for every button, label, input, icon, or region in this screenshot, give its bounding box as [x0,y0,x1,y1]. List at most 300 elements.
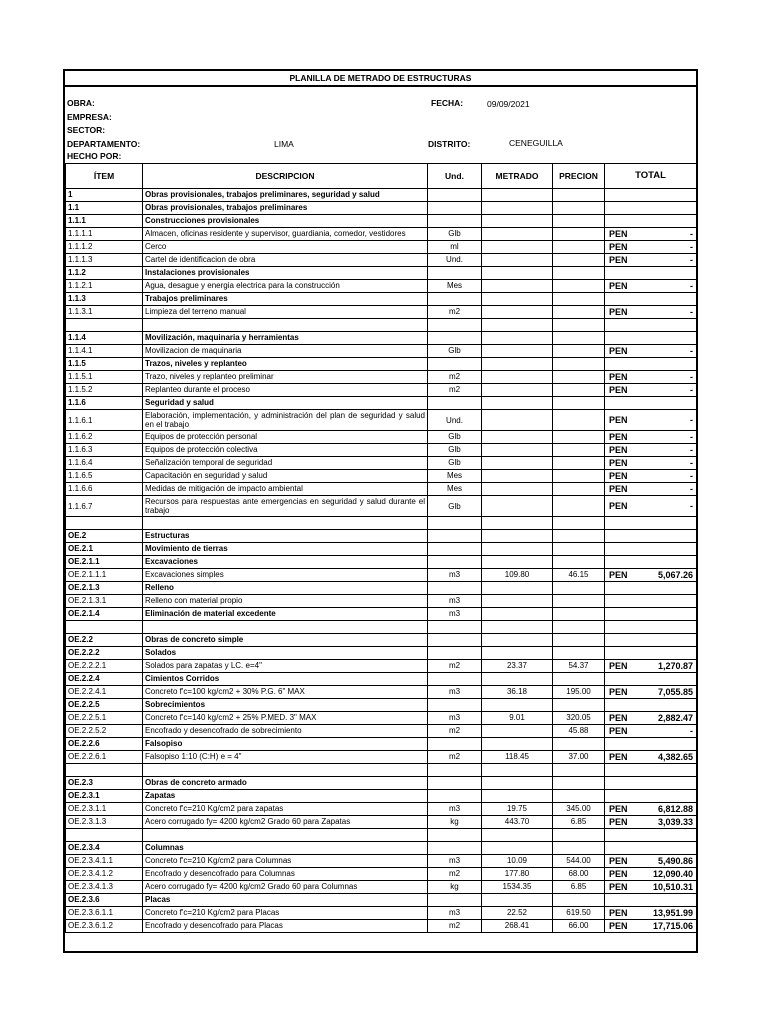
table-row [66,371,697,384]
table-row [66,267,697,280]
cell-precio [553,189,605,202]
cell-descripcion [143,764,428,777]
total-amount: - [690,445,693,455]
cell-precio [553,202,605,215]
cell-descripcion: Almacen, oficinas residente y supervisor, guardiania, comedor, vestidores [143,228,428,241]
currency-label: PEN [609,882,628,892]
cell-precio [553,530,605,543]
cell-precio: 6.85 [553,816,605,829]
total-amount: - [690,242,693,252]
cell-item: OE.2.2.4.1 [66,686,143,699]
cell-precio [553,457,605,470]
currency-label: PEN [609,856,628,866]
cell-und: m3 [428,569,482,582]
total-amount: - [690,484,693,494]
cell-descripcion [143,621,428,634]
cell-und: Mes [428,483,482,496]
total-amount: - [690,471,693,481]
cell-item [66,517,143,530]
cell-total [605,254,697,267]
table-row [66,384,697,397]
total-amount: 12,090.40 [652,869,693,879]
currency-label: PEN [609,908,628,918]
cell-precio [553,777,605,790]
cell-item: 1.1.6.4 [66,457,143,470]
currency-label: PEN [609,817,628,827]
cell-descripcion: Replanteo durante el proceso [143,384,428,397]
table-row [66,660,697,673]
cell-metrado [482,444,553,457]
cell-item: 1.1.1.2 [66,241,143,254]
cell-und: m3 [428,595,482,608]
cell-metrado [482,410,553,431]
obra-label: OBRA: [67,98,95,108]
cell-metrado [482,358,553,371]
total-amount: - [690,346,693,356]
cell-precio: 37.00 [553,751,605,764]
cell-total [605,764,697,777]
table-row [66,530,697,543]
cell-metrado [482,332,553,345]
cell-descripcion: Recursos para respuestas ante emergencias en seguridad y salud durante el trabajo [143,496,428,517]
cell-descripcion: Estructuras [143,530,428,543]
cell-metrado [482,777,553,790]
cell-item: 1.1.6.1 [66,410,143,431]
cell-und: m3 [428,855,482,868]
cell-total [605,673,697,686]
cell-total [605,595,697,608]
cell-metrado [482,621,553,634]
total-amount: - [690,432,693,442]
cell-item: 1.1.4 [66,332,143,345]
cell-descripcion: Equipos de protección personal [143,431,428,444]
cell-total [605,345,697,358]
cell-total [605,444,697,457]
cell-metrado [482,556,553,569]
table-row [66,842,697,855]
cell-total [605,855,697,868]
cell-metrado: 36.18 [482,686,553,699]
table-row [66,457,697,470]
cell-precio: 54.37 [553,660,605,673]
currency-label: PEN [609,570,628,580]
currency-label: PEN [609,471,628,481]
total-amount: - [690,385,693,395]
cell-und [428,738,482,751]
currency-label: PEN [609,229,628,239]
cell-und [428,582,482,595]
cell-und [428,319,482,332]
table-row [66,699,697,712]
cell-metrado [482,241,553,254]
cell-descripcion: Elaboración, implementación, y administración del plan de seguridad y salud en el trabajo [143,410,428,431]
table-row [66,431,697,444]
cell-metrado [482,543,553,556]
cell-total [605,582,697,595]
cell-precio [553,764,605,777]
cell-precio [553,483,605,496]
cell-und [428,358,482,371]
table-row [66,777,697,790]
total-amount: - [690,307,693,317]
cell-descripcion: Falsopiso 1:10 (C:H) e = 4" [143,751,428,764]
cell-total [605,496,697,517]
cell-total [605,319,697,332]
cell-und [428,829,482,842]
cell-total [605,410,697,431]
cell-precio [553,319,605,332]
cell-descripcion: Zapatas [143,790,428,803]
currency-label: PEN [609,281,628,291]
cell-descripcion: Medidas de mitigación de impacto ambiental [143,483,428,496]
cell-und: Glb [428,457,482,470]
cell-precio: 6.85 [553,881,605,894]
cell-metrado [482,764,553,777]
cell-item: 1.1 [66,202,143,215]
metrado-sheet [63,69,698,953]
cell-precio: 320.05 [553,712,605,725]
cell-und: Mes [428,470,482,483]
cell-metrado: 10.09 [482,855,553,868]
cell-metrado [482,267,553,280]
cell-precio [553,543,605,556]
cell-total [605,215,697,228]
cell-metrado: 22.52 [482,907,553,920]
cell-precio [553,293,605,306]
cell-metrado [482,738,553,751]
cell-item: OE.2.1.1.1 [66,569,143,582]
cell-metrado [482,202,553,215]
empresa-label: EMPRESA: [67,112,112,122]
cell-descripcion: Excavaciones simples [143,569,428,582]
table-row [66,673,697,686]
cell-descripcion: Encofrado y desencofrado de sobrecimiento [143,725,428,738]
cell-item: OE.2.2.6.1 [66,751,143,764]
cell-descripcion: Capacitación en seguridad y salud [143,470,428,483]
cell-item: OE.2.3.4.1.3 [66,881,143,894]
cell-item: 1.1.3 [66,293,143,306]
cell-precio [553,267,605,280]
cell-item: 1.1.2.1 [66,280,143,293]
cell-und: m2 [428,660,482,673]
cell-item: 1.1.2 [66,267,143,280]
cell-total [605,686,697,699]
cell-metrado [482,228,553,241]
total-amount: - [690,281,693,291]
cell-total [605,332,697,345]
cell-descripcion [143,517,428,530]
cell-precio: 544.00 [553,855,605,868]
table-row [66,345,697,358]
cell-und [428,556,482,569]
cell-metrado [482,647,553,660]
cell-total [605,621,697,634]
cell-descripcion: Movimiento de tierras [143,543,428,556]
cell-precio [553,842,605,855]
cell-item: OE.2.3.6 [66,894,143,907]
cell-total [605,280,697,293]
cell-total [605,907,697,920]
cell-descripcion: Concreto f'c=140 kg/cm2 + 25% P.MED. 3" MAX [143,712,428,725]
cell-und: Glb [428,228,482,241]
table-row [66,621,697,634]
table-row [66,686,697,699]
table-row [66,868,697,881]
cell-descripcion: Cerco [143,241,428,254]
cell-metrado [482,371,553,384]
cell-item: OE.2.2.6 [66,738,143,751]
cell-precio [553,371,605,384]
cell-metrado [482,254,553,267]
currency-label: PEN [609,869,628,879]
cell-descripcion: Seguridad y salud [143,397,428,410]
cell-item: 1.1.6.6 [66,483,143,496]
table-row [66,306,697,319]
table-row [66,725,697,738]
table-row [66,764,697,777]
cell-metrado [482,483,553,496]
cell-item: OE.2.3.1.3 [66,816,143,829]
cell-descripcion: Trazos, niveles y replanteo [143,358,428,371]
table-row [66,647,697,660]
table-row [66,595,697,608]
cell-metrado [482,829,553,842]
cell-metrado [482,215,553,228]
currency-label: PEN [609,242,628,252]
cell-total [605,241,697,254]
cell-descripcion: Trabajos preliminares [143,293,428,306]
cell-und: kg [428,816,482,829]
cell-item: OE.2.3.6.1.2 [66,920,143,933]
total-amount: 2,882.47 [657,713,693,723]
cell-precio [553,496,605,517]
table-row [66,803,697,816]
cell-und: m2 [428,920,482,933]
cell-item [66,764,143,777]
cell-item: 1.1.3.1 [66,306,143,319]
cell-total [605,306,697,319]
table-row [66,358,697,371]
cell-item: 1.1.6.5 [66,470,143,483]
cell-und: Glb [428,496,482,517]
cell-metrado [482,496,553,517]
cell-und: m3 [428,803,482,816]
departamento-label: DEPARTAMENTO: [67,139,141,149]
table-row [66,829,697,842]
col-header-total: TOTAL [605,164,697,189]
cell-item: OE.2.1 [66,543,143,556]
cell-precio [553,582,605,595]
sector-label: SECTOR: [67,125,106,135]
cell-total [605,371,697,384]
cell-item: 1.1.6.3 [66,444,143,457]
cell-descripcion: Falsopiso [143,738,428,751]
cell-item: OE.2.2.5.2 [66,725,143,738]
cell-item: 1 [66,189,143,202]
cell-metrado [482,725,553,738]
fecha-value: 09/09/2021 [487,99,530,109]
cell-metrado [482,470,553,483]
cell-metrado: 1534.35 [482,881,553,894]
cell-precio [553,647,605,660]
table-row [66,582,697,595]
cell-precio [553,556,605,569]
cell-und [428,673,482,686]
total-amount: 5,490.86 [657,856,693,866]
total-amount: - [690,458,693,468]
cell-precio [553,228,605,241]
cell-item: OE.2.3.1.1 [66,803,143,816]
total-amount: 7,055.85 [657,687,693,697]
table-row [66,254,697,267]
cell-item: 1.1.1 [66,215,143,228]
cell-metrado [482,595,553,608]
cell-descripcion: Obras provisionales, trabajos preliminares [143,202,428,215]
cell-metrado [482,189,553,202]
cell-total [605,470,697,483]
cell-und [428,530,482,543]
fecha-label: FECHA: [431,98,464,108]
cell-item: OE.2.3.4 [66,842,143,855]
table-row [66,241,697,254]
table-row [66,738,697,751]
cell-und: m2 [428,371,482,384]
cell-und: ml [428,241,482,254]
total-amount: 5,067.26 [657,570,693,580]
cell-descripcion: Movilización, maquinaria y herramientas [143,332,428,345]
hecho-por-label: HECHO POR: [67,151,122,161]
total-amount: - [690,229,693,239]
cell-und [428,189,482,202]
cell-total [605,738,697,751]
cell-total [605,358,697,371]
total-amount: - [690,255,693,265]
cell-metrado [482,431,553,444]
cell-precio [553,894,605,907]
cell-total [605,829,697,842]
cell-total [605,777,697,790]
cell-metrado [482,608,553,621]
cell-item: OE.2 [66,530,143,543]
cell-item: OE.2.3.4.1.2 [66,868,143,881]
cell-descripcion: Concreto f'c=210 Kg/cm2 para Columnas [143,855,428,868]
cell-descripcion: Encofrado y desencofrado para Placas [143,920,428,933]
cell-descripcion: Equipos de protección colectiva [143,444,428,457]
table-row [66,215,697,228]
cell-descripcion: Obras de concreto simple [143,634,428,647]
cell-total [605,431,697,444]
cell-und: Und. [428,254,482,267]
cell-total [605,608,697,621]
table-row [66,483,697,496]
cell-item [66,829,143,842]
table-row [66,894,697,907]
table-row [66,319,697,332]
cell-total [605,660,697,673]
cell-metrado [482,894,553,907]
cell-descripcion: Solados [143,647,428,660]
cell-und [428,293,482,306]
cell-total [605,842,697,855]
total-amount: 4,382.65 [657,752,693,762]
cell-und [428,699,482,712]
cell-und: Glb [428,444,482,457]
cell-descripcion: Placas [143,894,428,907]
cell-total [605,556,697,569]
cell-precio [553,431,605,444]
cell-metrado [482,306,553,319]
cell-precio [553,215,605,228]
cell-total [605,881,697,894]
cell-und: Und. [428,410,482,431]
table-body [66,189,697,933]
cell-und [428,842,482,855]
cell-descripcion: Obras provisionales, trabajos preliminares, seguridad y salud [143,189,428,202]
col-header-und: Und. [428,164,482,189]
currency-label: PEN [609,414,628,425]
cell-total [605,267,697,280]
cell-precio [553,829,605,842]
cell-precio: 345.00 [553,803,605,816]
cell-descripcion: Acero corrugado fy= 4200 kg/cm2 Grado 60 para Zapatas [143,816,428,829]
cell-descripcion: Sobrecimientos [143,699,428,712]
sheet-title: PLANILLA DE METRADO DE ESTRUCTURAS [65,71,696,87]
cell-precio: 66.00 [553,920,605,933]
table-row [66,751,697,764]
cell-total [605,634,697,647]
cell-descripcion: Agua, desague y energia electrica para la construcción [143,280,428,293]
table-row [66,608,697,621]
table-row [66,293,697,306]
table-row [66,280,697,293]
cell-item: OE.2.2.4 [66,673,143,686]
total-amount: - [690,500,693,511]
cell-item [66,319,143,332]
total-amount: 17,715.06 [652,921,693,931]
cell-und: m2 [428,384,482,397]
cell-metrado: 23.37 [482,660,553,673]
currency-label: PEN [609,432,628,442]
cell-item: 1.1.5 [66,358,143,371]
table-row [66,881,697,894]
cell-total [605,202,697,215]
cell-item: OE.2.1.4 [66,608,143,621]
cell-descripcion: Obras de concreto armado [143,777,428,790]
cell-precio [553,384,605,397]
cell-und [428,894,482,907]
cell-und [428,777,482,790]
cell-metrado: 268.41 [482,920,553,933]
cell-item: OE.2.3.1 [66,790,143,803]
cell-und [428,621,482,634]
cell-item: OE.2.2.5 [66,699,143,712]
cell-descripcion: Cartel de identificacion de obra [143,254,428,267]
cell-und [428,790,482,803]
table-row [66,189,697,202]
total-amount: 13,951.99 [652,908,693,918]
cell-metrado: 9.01 [482,712,553,725]
cell-descripcion [143,319,428,332]
cell-total [605,725,697,738]
cell-und: m2 [428,868,482,881]
cell-item: OE.2.1.3 [66,582,143,595]
cell-und [428,764,482,777]
cell-und [428,202,482,215]
cell-precio [553,444,605,457]
cell-precio [553,621,605,634]
cell-descripcion: Movilizacion de maquinaria [143,345,428,358]
table-row [66,790,697,803]
